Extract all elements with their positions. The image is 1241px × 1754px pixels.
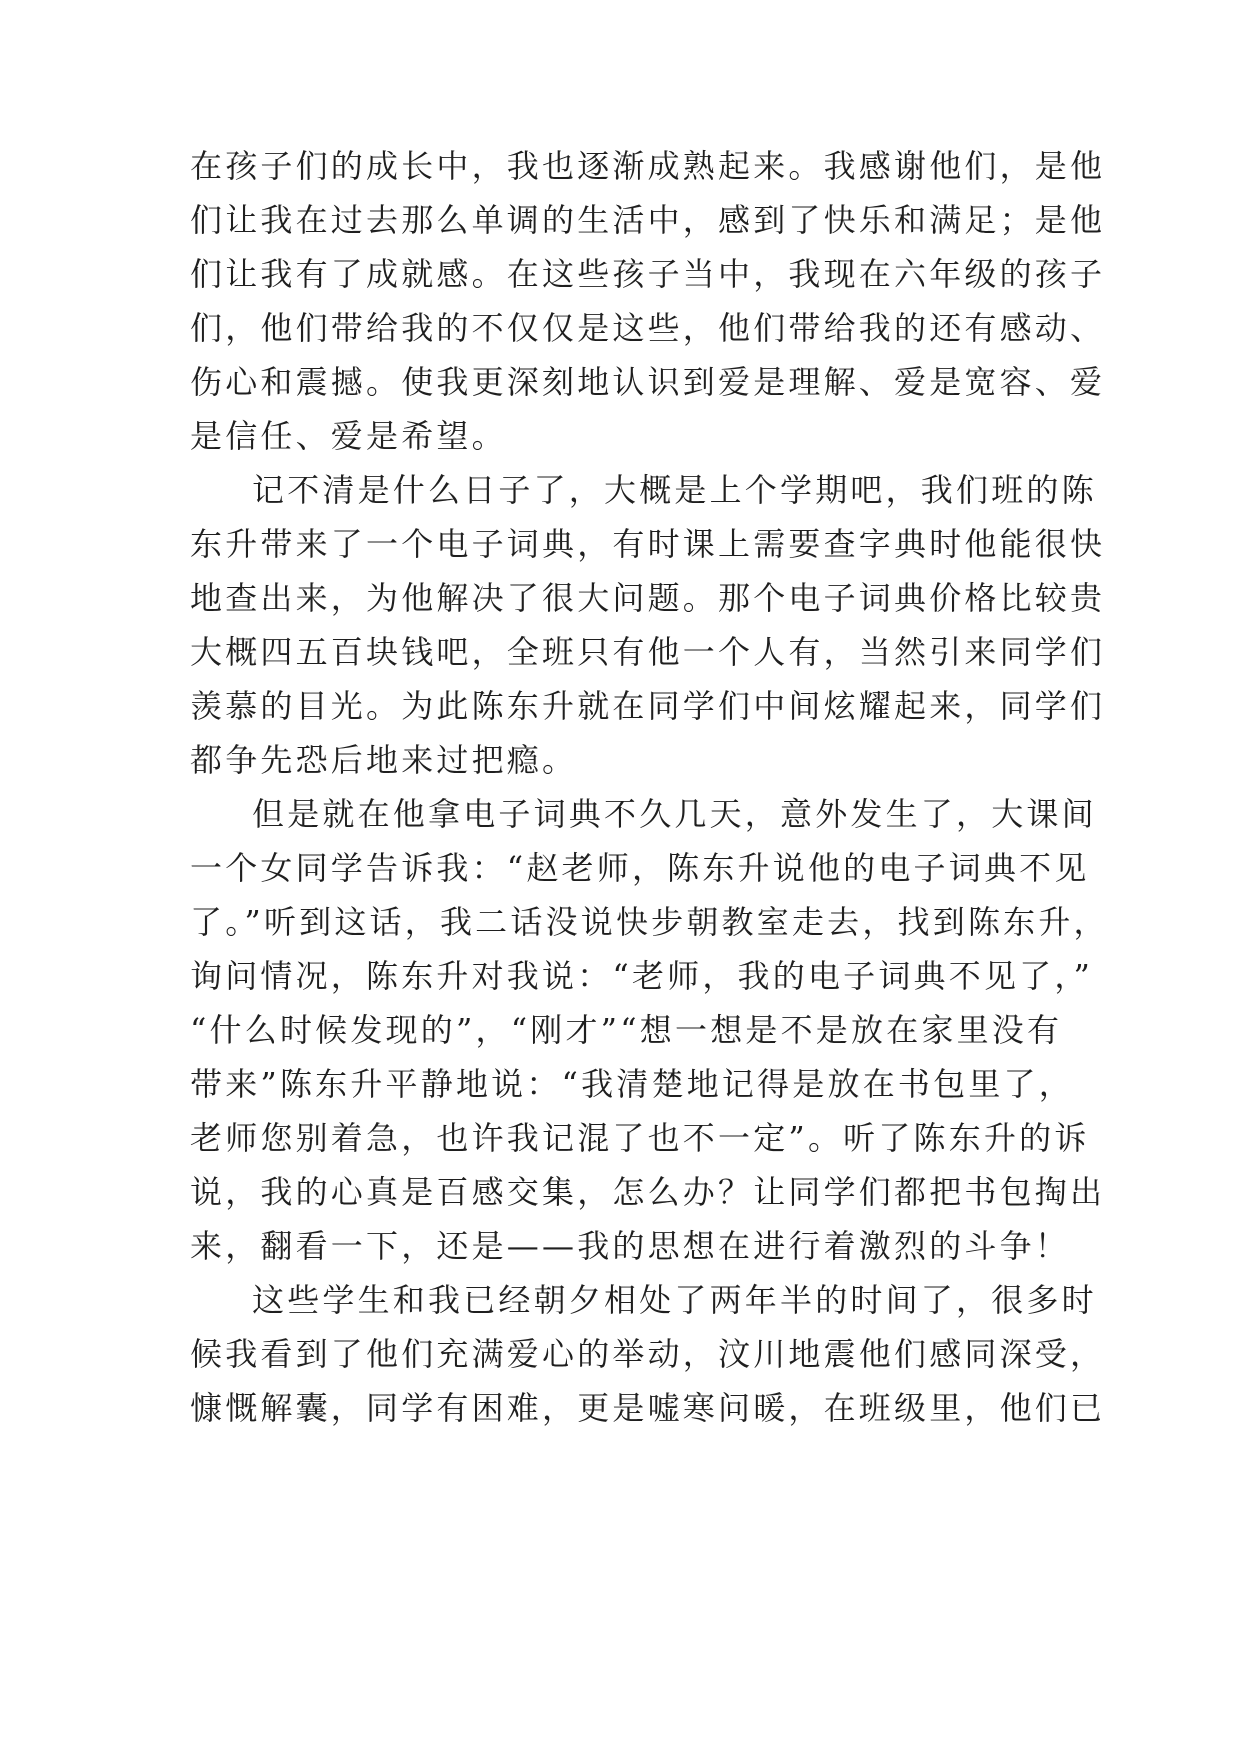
text-line: 慷慨解囊，同学有困难，更是嘘寒问暖，在班级里，他们已 bbox=[190, 1389, 1106, 1427]
text-line: 们让我有了成就感。在这些孩子当中，我现在六年级的孩子 bbox=[190, 255, 1106, 293]
text-line: 羡慕的目光。为此陈东升就在同学们中间炫耀起来，同学们 bbox=[190, 687, 1106, 725]
text-line: 们，他们带给我的不仅仅是这些，他们带给我的还有感动、 bbox=[190, 309, 1106, 347]
text-line: 带来”陈东升平静地说：“我清楚地记得是放在书包里了， bbox=[190, 1065, 1074, 1103]
text-line: 地查出来，为他解决了很大问题。那个电子词典价格比较贵 bbox=[190, 579, 1106, 617]
text-line: 老师您别着急，也许我记混了也不一定”。听了陈东升的诉 bbox=[190, 1119, 1090, 1157]
text-line: 了。”听到这话，我二话没说快步朝教室走去，找到陈东升， bbox=[190, 903, 1109, 941]
paragraph-first-line: 记不清是什么日子了，大概是上个学期吧，我们班的陈 bbox=[252, 471, 1097, 509]
text-line: 伤心和震撼。使我更深刻地认识到爱是理解、爱是宽容、爱 bbox=[190, 363, 1106, 401]
text-line: 在孩子们的成长中，我也逐渐成熟起来。我感谢他们，是他 bbox=[190, 147, 1106, 185]
text-line: 询问情况，陈东升对我说：“老师，我的电子词典不见了，” bbox=[190, 957, 1094, 995]
text-line: 是信任、爱是希望。 bbox=[190, 417, 507, 455]
text-line: 东升带来了一个电子词典，有时课上需要查字典时他能很快 bbox=[190, 525, 1106, 563]
text-line: 都争先恐后地来过把瘾。 bbox=[190, 741, 578, 779]
text-line: 来，翻看一下，还是——我的思想在进行着激烈的斗争！ bbox=[190, 1227, 1071, 1265]
text-line: 候我看到了他们充满爱心的举动，汶川地震他们感同深受， bbox=[190, 1335, 1106, 1373]
text-line: “什么时候发现的”，“刚才”“想一想是不是放在家里没有 bbox=[190, 1011, 1063, 1049]
paragraph-first-line: 这些学生和我已经朝夕相处了两年半的时间了，很多时 bbox=[252, 1281, 1097, 1319]
text-line: 一个女同学告诉我：“赵老师，陈东升说他的电子词典不见 bbox=[190, 849, 1090, 887]
paragraph-first-line: 但是就在他拿电子词典不久几天，意外发生了，大课间 bbox=[252, 795, 1097, 833]
text-line: 们让我在过去那么单调的生活中，感到了快乐和满足；是他 bbox=[190, 201, 1106, 239]
text-line: 大概四五百块钱吧，全班只有他一个人有，当然引来同学们 bbox=[190, 633, 1106, 671]
text-line: 说，我的心真是百感交集，怎么办？让同学们都把书包掏出 bbox=[190, 1173, 1106, 1211]
